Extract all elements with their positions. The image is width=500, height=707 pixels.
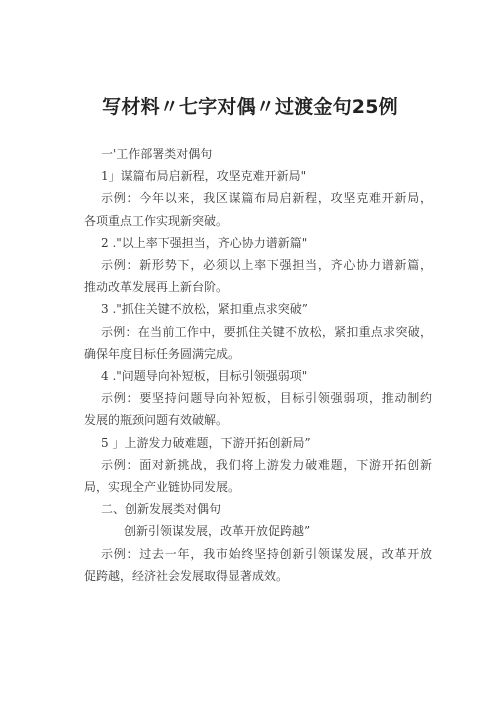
item-heading-4: 4 ."问题导向补短板，目标引领强弱项": [101, 369, 308, 384]
item-heading-1: 1」谋篇布局启新程，攻坚克难开新局": [101, 169, 307, 184]
example-text: 示例：在当前工作中，要抓住关键不放松，紧扣重点求突破，: [101, 324, 432, 339]
item-heading-2: 2 ."以上率下强担当，齐心协力谱新篇": [101, 235, 308, 250]
example-text: 示例：过去一年，我市始终坚持创新引领谋发展，改革开放: [101, 546, 432, 561]
item-heading-5: 5 」上游发力破难题，下游开拓创新局”: [101, 435, 311, 450]
example-text: 发展的瓶颈问题有效破解。: [84, 413, 229, 428]
example-text: 示例：今年以来，我区谋篇布局启新程，攻坚克难开新局，: [101, 191, 432, 206]
document-title: 写材料〃七字对偶〃过渡金句25例: [102, 96, 398, 118]
section-heading-2: 二、创新发展类对偶句: [101, 502, 222, 517]
example-text: 确保年度目标任务圆满完成。: [84, 346, 241, 361]
example-text: 示例：面对新挑战，我们将上游发力破难题，下游开拓创新: [101, 457, 432, 472]
example-text: 各项重点工作实现新突破。: [84, 213, 229, 228]
item-heading-6: 创新引领谋发展，改革开放促跨越”: [124, 524, 311, 539]
example-text: 局，实现全产业链协同发展。: [84, 480, 241, 495]
example-text: 推动改革发展再上新台阶。: [84, 280, 229, 295]
example-text: 促跨越，经济社会发展取得显著成效。: [84, 568, 289, 583]
example-text: 示例：新形势下，必须以上率下强担当，齐心协力谱新篇，: [101, 258, 432, 273]
section-heading-1: 一'工作部署类对偶句: [101, 147, 213, 161]
example-text: 示例：要坚持问题导向补短板，目标引领强弱项，推动制约: [101, 391, 432, 406]
document-body: [84, 143, 432, 587]
item-heading-3: 3 ."抓住关键不放松，紧扣重点求突破”: [101, 302, 308, 317]
